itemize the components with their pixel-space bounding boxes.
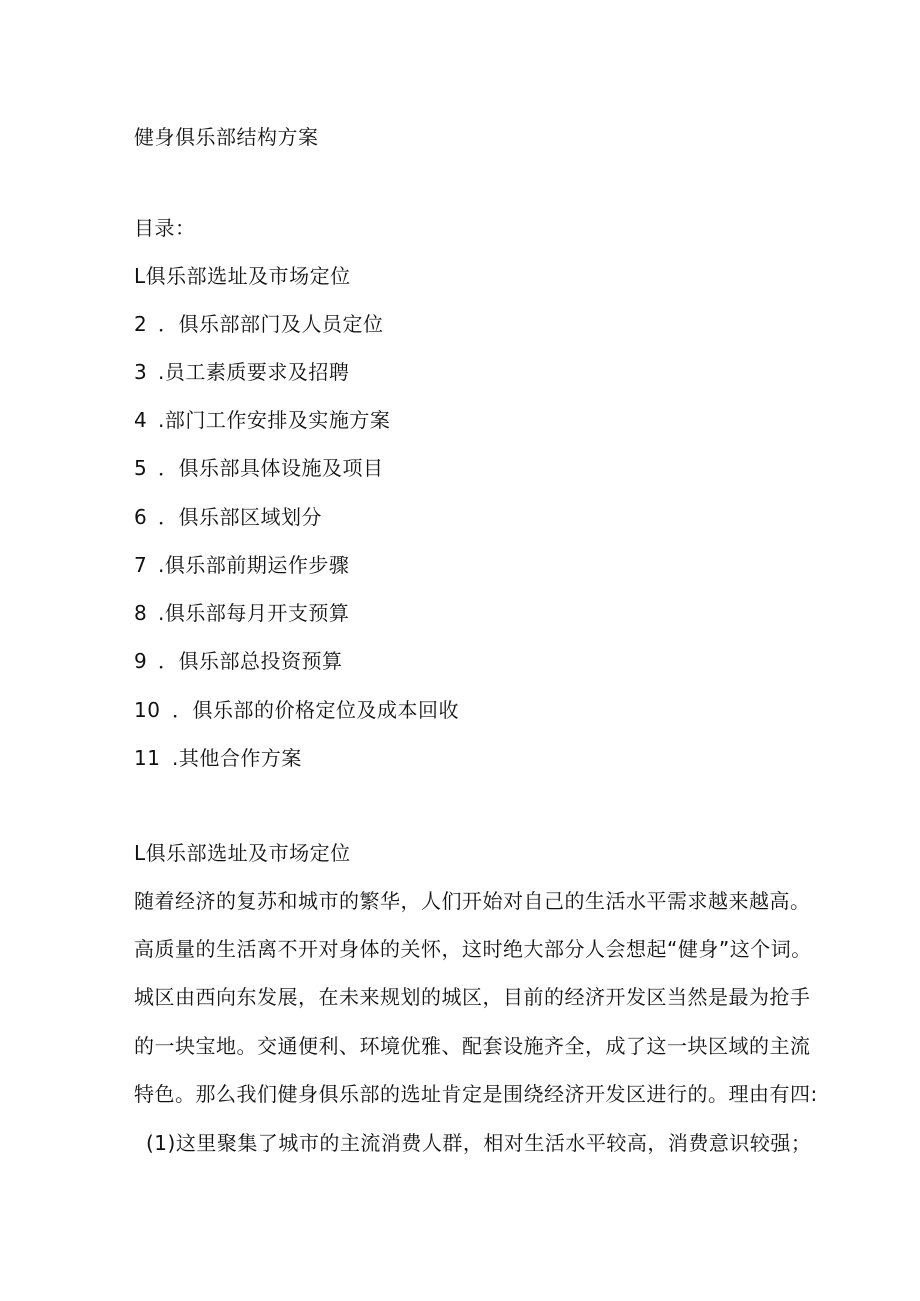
toc-item-number: 11 <box>134 746 161 770</box>
toc-item-text: ．俱乐部总投资预算 <box>158 649 343 673</box>
section-heading: L俱乐部选址及市场定位 <box>134 841 351 865</box>
toc-item-text: .俱乐部前期运作步骤 <box>158 553 350 577</box>
toc-item-text: L俱乐部选址及市场定位 <box>134 264 351 288</box>
toc-item <box>134 408 390 432</box>
document-title: 健身俱乐部结构方案 <box>134 125 319 149</box>
toc-item <box>134 649 343 673</box>
paragraph-line: 高质量的生活离不开对身体的关怀，这时绝大部分人会想起“健身”这个词。 <box>134 937 812 961</box>
toc-item-number: 2 <box>134 312 148 336</box>
toc-item-number: 9 <box>134 649 148 673</box>
toc-item <box>134 312 384 336</box>
toc-item-text: .其他合作方案 <box>172 746 302 770</box>
toc-item-text: ．俱乐部部门及人员定位 <box>158 312 384 336</box>
toc-item-number: 10 <box>134 698 161 722</box>
toc-item <box>134 264 351 288</box>
toc-item-text: ．俱乐部区域划分 <box>158 505 322 529</box>
toc-item <box>134 601 349 625</box>
toc-item-number: 8 <box>134 601 148 625</box>
paragraph-line: 特色。那么我们健身俱乐部的选址肯定是围绕经济开发区进行的。理由有四: <box>134 1082 818 1106</box>
toc-item-text: ．俱乐部的价格定位及成本回收 <box>172 698 459 722</box>
toc-item-number: 5 <box>134 456 148 480</box>
toc-item-number: 6 <box>134 505 148 529</box>
toc-item-number: 7 <box>134 553 148 577</box>
paragraph-line: 的一块宝地。交通便利、环境优雅、配套设施齐全，成了这一块区域的主流 <box>134 1034 811 1058</box>
toc-item <box>134 746 302 770</box>
toc-item-text: ．俱乐部具体设施及项目 <box>158 456 384 480</box>
paragraph-line: 城区由西向东发展，在未来规划的城区，目前的经济开发区当然是最为抢手 <box>134 985 811 1009</box>
reason-item: (1)这里聚集了城市的主流消费人群，相对生活水平较高，消费意识较强； <box>146 1131 812 1155</box>
toc-item-text: .部门工作安排及实施方案 <box>158 408 391 432</box>
toc-item-number: 4 <box>134 408 148 432</box>
toc-item <box>134 505 322 529</box>
toc-item <box>134 553 349 577</box>
toc-item <box>134 456 384 480</box>
toc-item <box>134 698 459 722</box>
toc-heading: 目录： <box>134 216 196 240</box>
toc-item <box>134 360 349 384</box>
toc-item-text: .俱乐部每月开支预算 <box>158 601 350 625</box>
toc-item-number: 3 <box>134 360 148 384</box>
paragraph-line: 随着经济的复苏和城市的繁华，人们开始对自己的生活水平需求越来越高。 <box>134 889 811 913</box>
toc-item-text: .员工素质要求及招聘 <box>158 360 350 384</box>
